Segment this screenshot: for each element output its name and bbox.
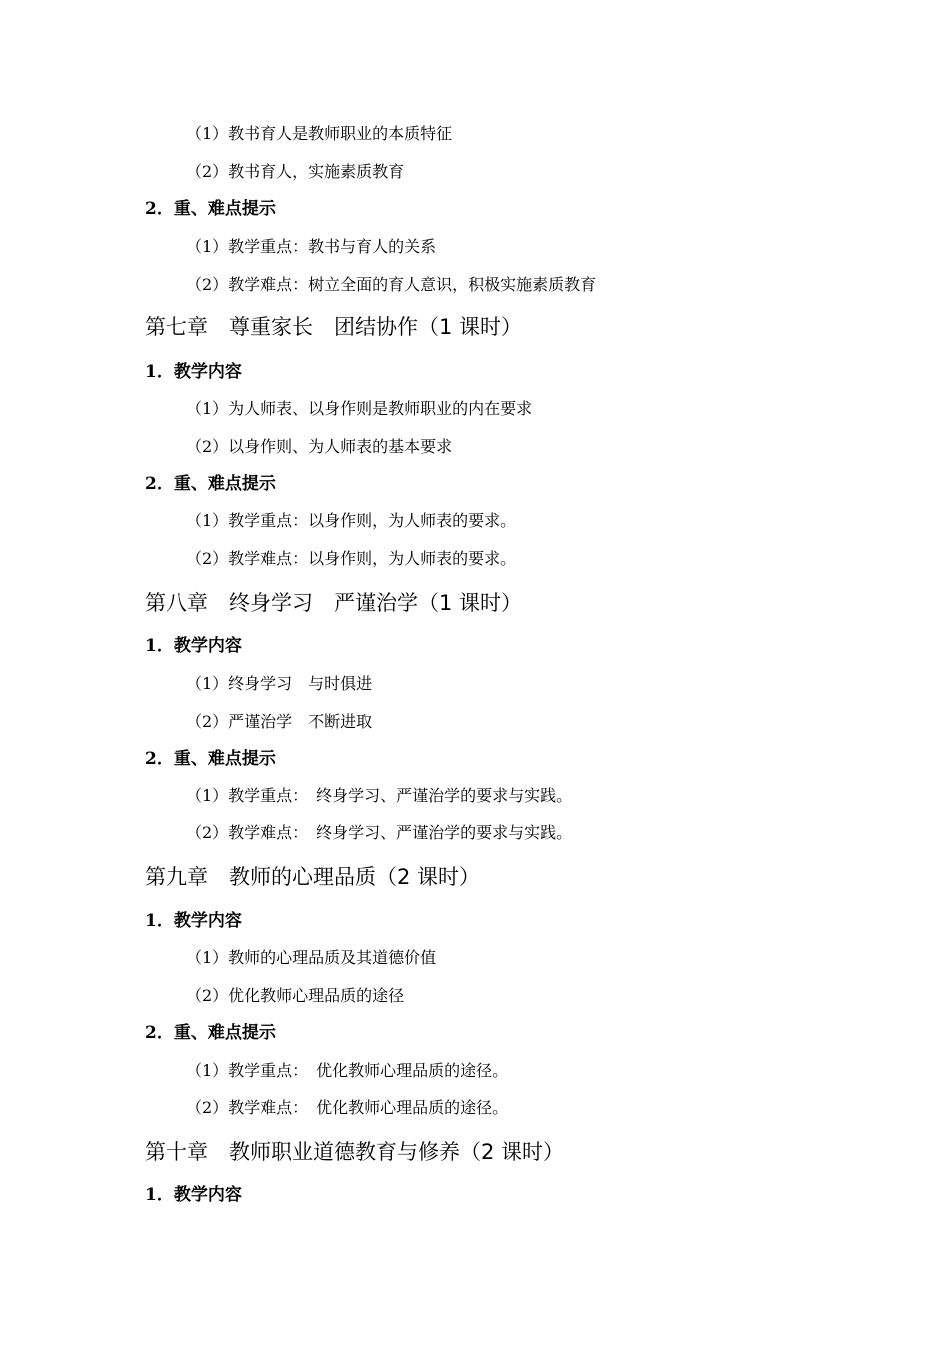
list-item: （2）严谨治学 不断进取 [186, 712, 373, 731]
section-heading: 2．重、难点提示 [145, 749, 276, 769]
list-item: （2）以身作则、为人师表的基本要求 [186, 437, 453, 456]
section-heading: 1．教学内容 [145, 636, 242, 656]
section-heading: 2．重、难点提示 [145, 199, 276, 219]
list-item: （2）教学难点： 优化教师心理品质的途径。 [186, 1098, 509, 1117]
list-item: （1）教学重点：以身作则，为人师表的要求。 [186, 511, 517, 530]
chapter-heading: 第十章 教师职业道德教育与修养（2 课时） [145, 1140, 565, 1164]
list-item: （2）教学难点：树立全面的育人意识，积极实施素质教育 [186, 275, 597, 294]
chapter-heading: 第八章 终身学习 严谨治学（1 课时） [145, 591, 523, 615]
list-item: （1）教学重点：教书与育人的关系 [186, 237, 437, 256]
list-item: （1）为人师表、以身作则是教师职业的内在要求 [186, 399, 533, 418]
list-item: （1）教书育人是教师职业的本质特征 [186, 124, 453, 143]
list-item: （1）教师的心理品质及其道德价值 [186, 948, 437, 967]
list-item: （2）教书育人，实施素质教育 [186, 162, 405, 181]
list-item: （1）教学重点： 终身学习、严谨治学的要求与实践。 [186, 786, 573, 805]
section-heading: 2．重、难点提示 [145, 474, 276, 494]
list-item: （1）教学重点： 优化教师心理品质的途径。 [186, 1061, 509, 1080]
list-item: （2）优化教师心理品质的途径 [186, 986, 405, 1005]
list-item: （1）终身学习 与时俱进 [186, 674, 373, 693]
section-heading: 2．重、难点提示 [145, 1023, 276, 1043]
list-item: （2）教学难点：以身作则，为人师表的要求。 [186, 549, 517, 568]
section-heading: 1．教学内容 [145, 362, 242, 382]
section-heading: 1．教学内容 [145, 1185, 242, 1205]
list-item: （2）教学难点： 终身学习、严谨治学的要求与实践。 [186, 823, 573, 842]
chapter-heading: 第七章 尊重家长 团结协作（1 课时） [145, 315, 523, 339]
section-heading: 1．教学内容 [145, 911, 242, 931]
chapter-heading: 第九章 教师的心理品质（2 课时） [145, 865, 481, 889]
